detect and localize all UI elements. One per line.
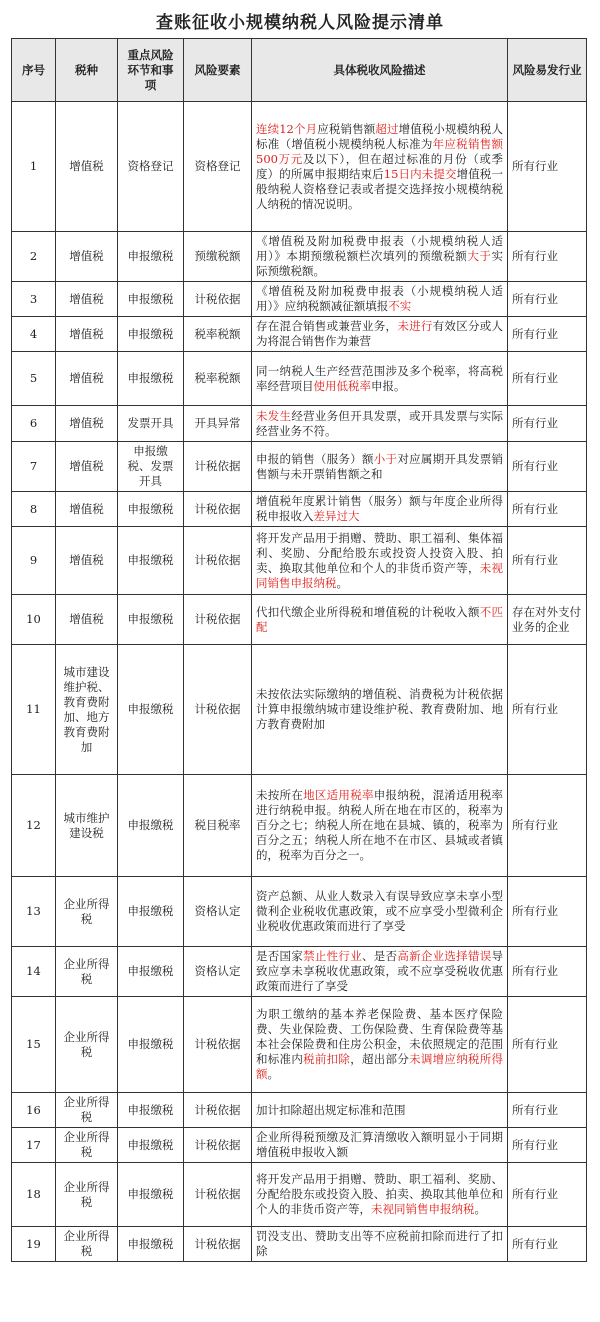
table-row — [12, 1227, 587, 1262]
cell-link: 申报缴税 — [118, 282, 184, 317]
cell-no: 12 — [12, 775, 56, 877]
cell-tax: 企业所得税 — [56, 877, 118, 947]
desc-text: 增值税一般纳税人资格登记表或者提交选择按小规模纳税人纳税的情况说明。 — [256, 166, 503, 211]
desc-text: 。 — [267, 1067, 279, 1081]
cell-industry: 所有行业 — [508, 877, 587, 947]
desc-text: 《增值税及附加税费申报表（小规模纳税人适用）》本期预缴税额栏次填列的预缴税额 — [256, 234, 503, 263]
table-row — [12, 645, 587, 775]
desc-text: 导致应享未享税收优惠政策，或不应享受税收优惠政策而进行了享受 — [256, 949, 504, 993]
cell-tax: 企业所得税 — [56, 1227, 118, 1262]
header-industry: 风险易发行业 — [508, 39, 587, 102]
desc-text: 是否国家 — [256, 949, 304, 963]
cell-factor: 预缴税额 — [184, 232, 252, 282]
cell-no: 8 — [12, 492, 56, 527]
cell-factor: 计税依据 — [184, 595, 252, 645]
cell-link: 发票开具 — [118, 406, 184, 442]
cell-industry: 所有行业 — [508, 442, 587, 492]
desc-text: 。 — [336, 575, 348, 590]
desc-text: 《增值税及附加税费申报表（小规模纳税人适用）》应纳税额减征额填报 — [256, 284, 503, 313]
cell-link: 申报缴税 — [118, 645, 184, 775]
cell-desc — [252, 1227, 508, 1262]
cell-desc — [252, 442, 508, 492]
cell-link: 申报缴税 — [118, 492, 184, 527]
table-row — [12, 352, 587, 406]
table-row — [12, 775, 587, 877]
cell-desc — [252, 947, 508, 997]
desc-highlight: 小于 — [373, 451, 398, 466]
cell-industry: 所有行业 — [508, 492, 587, 527]
desc-text: 加计扣除超出规定标准和范围 — [256, 1102, 406, 1117]
desc-text: 未按依法实际缴纳的增值税、消费税为计税依据计算申报缴纳城市建设维护税、教育费附加、地方教育费附加 — [256, 687, 503, 731]
table-row — [12, 282, 587, 317]
cell-desc — [252, 282, 508, 317]
table-row — [12, 1093, 587, 1128]
desc-text: 经营业务但开具发票，或开具发票与实际经营业务不符。 — [256, 408, 504, 438]
cell-industry: 所有行业 — [508, 1128, 587, 1163]
cell-no: 7 — [12, 442, 56, 492]
table-row — [12, 232, 587, 282]
table-row — [12, 317, 587, 352]
cell-link: 申报缴税 — [118, 527, 184, 595]
desc-highlight: 连续12个月 — [256, 121, 318, 136]
table-row — [12, 1163, 587, 1227]
cell-desc — [252, 352, 508, 406]
cell-desc — [252, 492, 508, 527]
cell-link: 资格登记 — [118, 102, 184, 232]
cell-link: 申报缴税 — [118, 1128, 184, 1163]
cell-desc — [252, 1093, 508, 1128]
desc-highlight: 高新企业选择错误 — [397, 949, 492, 963]
cell-industry: 所有行业 — [508, 947, 587, 997]
cell-tax: 城市建设维护税、教育费附加、地方教育费附加 — [56, 645, 118, 775]
cell-no: 15 — [12, 997, 56, 1093]
desc-text: 。 — [474, 1202, 486, 1216]
cell-industry: 所有行业 — [508, 775, 587, 877]
page-title: 查账征收小规模纳税人风险提示清单 — [156, 13, 444, 33]
cell-no: 6 — [12, 406, 56, 442]
desc-text: 增值税小规模纳税人标准（增值税小规模纳税人标准为 — [256, 121, 504, 151]
desc-highlight: 未视同销售申报纳税 — [371, 1202, 475, 1216]
desc-highlight: 地区适用税率 — [303, 788, 374, 802]
cell-factor: 计税依据 — [184, 997, 252, 1093]
cell-link: 申报缴税 — [118, 317, 184, 352]
cell-desc — [252, 1163, 508, 1227]
cell-desc — [252, 102, 508, 232]
desc-highlight: 未发生 — [256, 408, 292, 423]
cell-link: 申报缴税 — [118, 1163, 184, 1227]
header-tax: 税种 — [56, 39, 118, 102]
desc-text: 资产总额、从业人数录入有误导致应享未享小型微利企业税收优惠政策，或不应享受小型微利企业税收优惠政策而进行了享受 — [256, 889, 503, 933]
cell-tax: 企业所得税 — [56, 1163, 118, 1227]
cell-industry: 所有行业 — [508, 997, 587, 1093]
cell-no: 4 — [12, 317, 56, 352]
cell-no: 19 — [12, 1227, 56, 1262]
desc-text: 企业所得税预缴及汇算清缴收入额明显小于同期增值税申报收入额 — [256, 1130, 503, 1159]
cell-tax: 增值税 — [56, 527, 118, 595]
desc-highlight: 使用低税率 — [313, 378, 371, 393]
header-factor: 风险要素 — [184, 39, 252, 102]
cell-industry: 所有行业 — [508, 352, 587, 406]
desc-text: 罚没支出、赞助支出等不应税前扣除而进行了扣除 — [256, 1229, 503, 1258]
cell-factor: 资格认定 — [184, 947, 252, 997]
desc-text: 将开发产品用于捐赠、赞助、职工福利、集体福利、奖励、分配给股东或投资人投资入股、拍卖、换取其他单位和个人的非货币资产等， — [256, 530, 503, 575]
table-row — [12, 997, 587, 1093]
cell-desc — [252, 406, 508, 442]
cell-industry: 所有行业 — [508, 317, 587, 352]
cell-no: 9 — [12, 527, 56, 595]
table-row — [12, 406, 587, 442]
cell-factor: 计税依据 — [184, 1163, 252, 1227]
cell-tax: 企业所得税 — [56, 947, 118, 997]
desc-highlight: 未调增应纳税所得额 — [256, 1052, 504, 1081]
desc-text: 有效区分或人为将混合销售作为兼营 — [256, 319, 504, 348]
cell-industry: 所有行业 — [508, 645, 587, 775]
cell-tax: 增值税 — [56, 282, 118, 317]
cell-industry: 所有行业 — [508, 1093, 587, 1128]
cell-no: 13 — [12, 877, 56, 947]
cell-tax: 企业所得税 — [56, 997, 118, 1093]
desc-text: 实际预缴税额。 — [256, 249, 503, 278]
cell-desc — [252, 232, 508, 282]
cell-desc — [252, 527, 508, 595]
cell-desc — [252, 877, 508, 947]
cell-no: 16 — [12, 1093, 56, 1128]
cell-desc — [252, 775, 508, 877]
header-no: 序号 — [12, 39, 56, 102]
desc-text: 申报。 — [371, 378, 406, 393]
desc-highlight: 不实 — [388, 299, 412, 313]
table-row — [12, 102, 587, 232]
cell-desc — [252, 595, 508, 645]
cell-factor: 计税依据 — [184, 492, 252, 527]
cell-tax: 增值税 — [56, 492, 118, 527]
cell-factor: 计税依据 — [184, 282, 252, 317]
header-row — [12, 39, 587, 102]
desc-text: 未按所在 — [256, 788, 304, 802]
cell-tax: 企业所得税 — [56, 1093, 118, 1128]
table-row — [12, 527, 587, 595]
cell-factor: 税目税率 — [184, 775, 252, 877]
cell-industry: 所有行业 — [508, 282, 587, 317]
desc-text: 、是否 — [361, 949, 398, 963]
cell-desc — [252, 317, 508, 352]
cell-industry: 所有行业 — [508, 102, 587, 232]
desc-text: 增值税年度累计销售（服务）额与年度企业所得税申报收入 — [256, 494, 503, 523]
cell-factor: 计税依据 — [184, 1093, 252, 1128]
cell-factor: 计税依据 — [184, 527, 252, 595]
cell-industry: 所有行业 — [508, 1227, 587, 1262]
desc-highlight: 税前扣除 — [303, 1052, 351, 1066]
cell-factor: 计税依据 — [184, 442, 252, 492]
cell-link: 申报缴税 — [118, 595, 184, 645]
desc-text: 应税销售额 — [317, 121, 376, 136]
cell-tax: 增值税 — [56, 442, 118, 492]
cell-link: 申报缴税 — [118, 1227, 184, 1262]
cell-link: 申报缴税 — [118, 877, 184, 947]
header-desc: 具体税收风险描述 — [252, 39, 508, 102]
cell-tax: 增值税 — [56, 317, 118, 352]
desc-highlight: 差异过大 — [313, 509, 360, 523]
table-row — [12, 877, 587, 947]
cell-factor: 计税依据 — [184, 1128, 252, 1163]
header-link: 重点风险环节和事项 — [118, 39, 184, 102]
cell-industry: 所有行业 — [508, 406, 587, 442]
cell-tax: 城市维护建设税 — [56, 775, 118, 877]
table-row — [12, 492, 587, 527]
cell-no: 10 — [12, 595, 56, 645]
cell-tax: 增值税 — [56, 232, 118, 282]
desc-text: 为职工缴纳的基本养老保险费、基本医疗保险费、失业保险费、工伤保险费、生育保险费等基本社会保险费和住房公积金，未依照规定的范围和标准内 — [256, 1007, 503, 1066]
desc-text: 代扣代缴企业所得税和增值税的计税收入额 — [256, 604, 480, 619]
cell-industry: 所有行业 — [508, 232, 587, 282]
desc-highlight: 未视同销售申报纳税 — [256, 560, 504, 590]
desc-highlight: 未进行 — [397, 319, 433, 333]
cell-no: 18 — [12, 1163, 56, 1227]
table-row — [12, 947, 587, 997]
desc-highlight: 15日内未提交 — [383, 166, 457, 181]
desc-text: 同一纳税人生产经营范围涉及多个税率，将高税率经营项目 — [256, 363, 503, 393]
cell-link: 申报缴税 — [118, 232, 184, 282]
cell-factor: 资格认定 — [184, 877, 252, 947]
desc-text: 对应属期开具发票销售额与未开票销售额之和 — [256, 451, 504, 481]
desc-text: 申报的销售（服务）额 — [256, 451, 374, 466]
cell-no: 2 — [12, 232, 56, 282]
desc-text: 存在混合销售或兼营业务， — [256, 319, 398, 333]
cell-tax: 增值税 — [56, 595, 118, 645]
cell-factor: 计税依据 — [184, 1227, 252, 1262]
cell-no: 3 — [12, 282, 56, 317]
cell-factor: 计税依据 — [184, 645, 252, 775]
bottom-fade — [0, 1312, 600, 1322]
cell-tax: 增值税 — [56, 352, 118, 406]
cell-factor: 税率税额 — [184, 352, 252, 406]
cell-no: 1 — [12, 102, 56, 232]
desc-highlight: 超过 — [375, 121, 399, 136]
cell-no: 17 — [12, 1128, 56, 1163]
table-row — [12, 1128, 587, 1163]
desc-text: 申报纳税，混淆适用税率进行纳税申报。纳税人所在地在市区的，税率为百分之七；纳税人所在地在县城、镇的，税率为百分之五；纳税人所在地不在市区、县城或者镇的，税率为百分之一。 — [256, 788, 504, 862]
table-row — [12, 595, 587, 645]
cell-link: 申报缴税 — [118, 352, 184, 406]
desc-text: ，超出部分 — [350, 1052, 410, 1066]
desc-highlight: 大于 — [467, 249, 492, 263]
cell-industry: 所有行业 — [508, 1163, 587, 1227]
cell-desc — [252, 645, 508, 775]
cell-desc — [252, 1128, 508, 1163]
desc-highlight: 不匹配 — [256, 604, 504, 634]
cell-link: 申报缴税、发票开具 — [118, 442, 184, 492]
cell-factor: 税率税额 — [184, 317, 252, 352]
cell-desc — [252, 997, 508, 1093]
cell-industry: 所有行业 — [508, 527, 587, 595]
cell-tax: 增值税 — [56, 406, 118, 442]
cell-tax: 增值税 — [56, 102, 118, 232]
cell-link: 申报缴税 — [118, 1093, 184, 1128]
cell-link: 申报缴税 — [118, 775, 184, 877]
cell-factor: 资格登记 — [184, 102, 252, 232]
desc-highlight: 禁止性行业 — [303, 949, 362, 963]
cell-tax: 企业所得税 — [56, 1128, 118, 1163]
cell-industry: 存在对外支付业务的企业 — [508, 595, 587, 645]
cell-link: 申报缴税 — [118, 947, 184, 997]
cell-factor: 开具异常 — [184, 406, 252, 442]
cell-no: 14 — [12, 947, 56, 997]
table-row — [12, 442, 587, 492]
cell-link: 申报缴税 — [118, 997, 184, 1093]
desc-highlight: 年应税销售额500万元 — [256, 136, 503, 166]
risk-table — [11, 38, 587, 1262]
cell-no: 5 — [12, 352, 56, 406]
cell-no: 11 — [12, 645, 56, 775]
desc-text: 将开发产品用于捐赠、赞助、职工福利、奖励、分配给股东或投资入股、拍卖、换取其他单位和个人的非货币资产等， — [256, 1172, 503, 1216]
desc-text: 及以下），但在超过标准的月份（或季度）的所属申报期结束后 — [256, 151, 504, 181]
